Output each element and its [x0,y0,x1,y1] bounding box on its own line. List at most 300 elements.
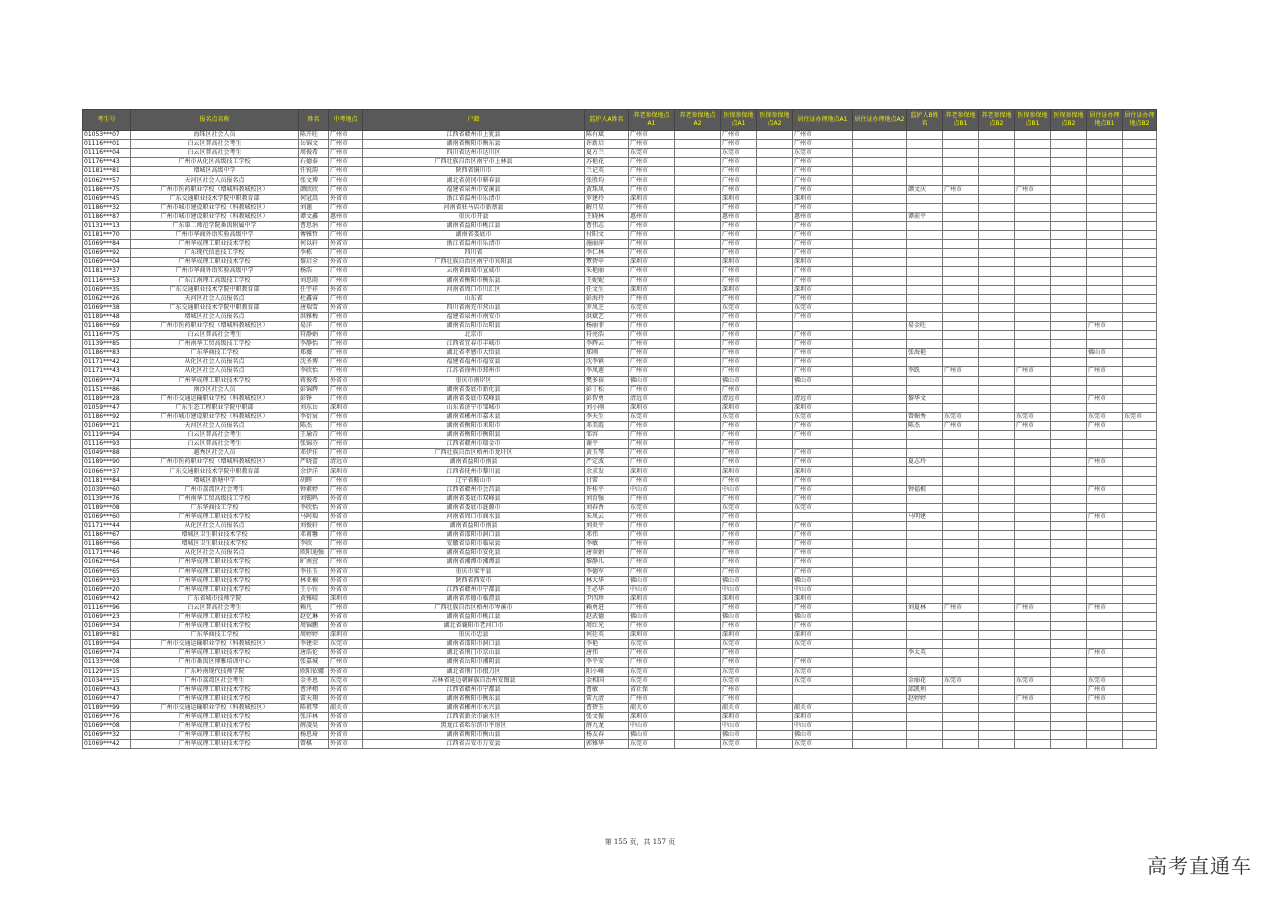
table-row [83,540,1157,549]
table-cell [675,694,721,703]
table-cell [979,140,1015,149]
table-cell [1123,149,1157,158]
table-cell: 01062***26 [83,294,131,303]
table-cell [1051,422,1087,431]
table-cell: 东莞市 [793,667,853,676]
table-cell [1015,549,1051,558]
table-cell: 邓伊佳 [299,449,329,458]
table-cell [1051,221,1087,230]
table-cell: 广州市 [793,476,853,485]
table-cell: 广州华成理工职业技术学校 [131,694,299,703]
table-cell [675,594,721,603]
table-cell [1015,467,1051,476]
table-cell [943,649,979,658]
table-cell: 01069***32 [83,731,131,740]
table-cell [757,467,793,476]
table-cell [1051,158,1087,167]
table-cell: 广州市 [329,167,363,176]
table-cell: 樊多裕 [585,376,629,385]
table-cell [907,203,943,212]
table-cell [1123,294,1157,303]
table-cell: 广州华成理工职业技术学校 [131,512,299,521]
table-cell: 中山市 [629,485,675,494]
table-cell: 清远市 [329,458,363,467]
table-cell [1123,240,1157,249]
table-cell: 广州市 [329,531,363,540]
table-cell [757,176,793,185]
table-cell [1051,531,1087,540]
table-cell: 林大华 [585,576,629,585]
table-cell: 01069***42 [83,594,131,603]
table-cell: 李静怡 [299,340,329,349]
table-cell [1087,176,1123,185]
table-cell [675,321,721,330]
table-cell [757,412,793,421]
table-row [83,467,1157,476]
table-cell: 湖南省娄底市涟源市 [363,503,585,512]
table-cell [1087,140,1123,149]
table-cell [943,167,979,176]
column-header: 医保参保地点B1 [1015,110,1051,131]
table-cell [907,331,943,340]
table-cell: 江西省赣州市宁都县 [363,685,585,694]
table-cell: 湖南省娄底市 [363,231,585,240]
table-cell [907,594,943,603]
table-cell: 阳小峰 [585,667,629,676]
column-header: 监护人A姓名 [585,110,629,131]
table-cell: 黑龙江省哈尔滨市平房区 [363,722,585,731]
table-cell [853,385,907,394]
table-cell [1015,240,1051,249]
table-cell: 01069***74 [83,376,131,385]
table-cell [1015,631,1051,640]
table-cell [1051,731,1087,740]
table-cell: 颜文庆 [907,185,943,194]
table-cell: 苏艳花 [585,158,629,167]
table-cell [979,685,1015,694]
table-cell: 广州市交通运输职业学校（科教城校区） [131,703,299,712]
table-cell [907,522,943,531]
table-cell [1123,476,1157,485]
table-cell: 曾媚秀 [907,412,943,421]
table-cell [943,385,979,394]
table-cell: 广州市 [793,340,853,349]
table-cell [757,740,793,749]
table-cell [1087,667,1123,676]
table-cell: 外省市 [329,713,363,722]
table-cell [853,331,907,340]
table-cell: 01069***45 [83,194,131,203]
table-cell: 广州市 [721,558,757,567]
table-cell [1051,385,1087,394]
table-cell: 广州市 [629,540,675,549]
table-cell: 东莞市 [1015,412,1051,421]
table-cell [979,331,1015,340]
table-cell [979,194,1015,203]
table-cell [1015,194,1051,203]
table-cell [675,612,721,621]
table-cell [675,512,721,521]
table-cell: 01139***85 [83,340,131,349]
table-cell: 陕西省铜川市 [363,167,585,176]
table-cell [1015,567,1051,576]
table-cell: 广州市 [1087,422,1123,431]
table-cell: 王晓林 [585,212,629,221]
table-cell: 广州市 [629,522,675,531]
table-cell [1015,231,1051,240]
table-row [83,331,1157,340]
table-cell [907,576,943,585]
table-cell: 邱凯利 [907,685,943,694]
table-cell [853,594,907,603]
table-cell: 广州市 [721,167,757,176]
table-cell: 张锦芬 [299,440,329,449]
table-cell: 周婷婷 [299,631,329,640]
table-cell: 白云区普高社会考生 [131,331,299,340]
table-cell: 01181***70 [83,231,131,240]
table-cell [853,412,907,421]
table-cell [1087,558,1123,567]
table-cell: 符静娟 [299,331,329,340]
table-cell [907,631,943,640]
table-cell [1051,658,1087,667]
table-cell: 广州市 [629,276,675,285]
table-cell [793,512,853,521]
table-cell [1087,376,1123,385]
table-cell [1123,576,1157,585]
table-cell: 广州市 [329,140,363,149]
table-cell [1123,385,1157,394]
table-cell [907,567,943,576]
table-cell: 01171***44 [83,522,131,531]
table-cell [1051,631,1087,640]
table-cell: 广州市 [721,240,757,249]
table-cell: 广州市 [793,185,853,194]
table-cell [1051,367,1087,376]
table-cell [853,467,907,476]
table-cell [943,131,979,140]
table-cell: 福建省泉州市安溪县 [363,185,585,194]
table-cell: 广州华成理工职业技术学校 [131,685,299,694]
table-row [83,267,1157,276]
table-cell: 湖南省岳阳市湘阴县 [363,658,585,667]
table-cell [979,258,1015,267]
table-cell [1051,622,1087,631]
table-cell: 01189***28 [83,394,131,403]
table-cell [1123,312,1157,321]
table-cell [1087,267,1123,276]
table-cell [757,294,793,303]
table-cell [853,240,907,249]
table-cell [1051,649,1087,658]
table-row [83,558,1157,567]
table-cell [943,340,979,349]
table-cell: 广州市 [329,349,363,358]
table-cell [907,703,943,712]
table-cell: 马明建 [907,512,943,521]
table-cell: 广州市 [329,149,363,158]
table-cell: 广州华成理工职业技术学校 [131,376,299,385]
table-cell: 邓伟 [585,531,629,540]
table-cell: 广州市 [629,203,675,212]
table-cell: 李德军 [585,567,629,576]
table-cell [757,167,793,176]
table-cell: 黄玉琴 [585,449,629,458]
table-row [83,585,1157,594]
table-cell: 曹泽栩 [299,685,329,694]
table-cell [853,376,907,385]
table-cell: 广州市 [721,349,757,358]
table-cell [757,485,793,494]
table-cell [675,458,721,467]
table-cell [1051,476,1087,485]
table-cell [979,549,1015,558]
table-cell [675,412,721,421]
table-row [83,722,1157,731]
table-cell: 01116***01 [83,140,131,149]
table-cell: 01059***47 [83,403,131,412]
table-cell [757,494,793,503]
table-cell [757,385,793,394]
table-cell: 杨丽菲 [585,321,629,330]
table-cell [675,367,721,376]
table-cell: 深圳市 [629,631,675,640]
table-cell: 王瑜青 [299,431,329,440]
column-header: 医保参保地点A2 [757,110,793,131]
table-cell: 李栋 [299,249,329,258]
table-cell [853,285,907,294]
table-cell [675,167,721,176]
table-cell: 广州市 [1087,321,1123,330]
table-cell: 邓美霞 [585,422,629,431]
table-cell [1123,203,1157,212]
table-cell [853,203,907,212]
table-row [83,276,1157,285]
table-cell [675,285,721,294]
table-cell: 颜欣欣 [299,185,329,194]
table-cell [675,158,721,167]
table-cell [1051,194,1087,203]
table-row [83,449,1157,458]
table-cell [1123,667,1157,676]
table-cell: 广州市 [721,385,757,394]
table-cell [757,140,793,149]
table-cell: 广州市 [629,249,675,258]
table-cell: 湖南省益阳市桃江县 [363,221,585,230]
column-header: 报名点名称 [131,110,299,131]
table-cell [943,640,979,649]
table-cell: 湖南省益阳市南县 [363,458,585,467]
table-cell [853,549,907,558]
table-cell: 01181***84 [83,476,131,485]
table-cell: 甘雷 [585,476,629,485]
table-cell [907,231,943,240]
table-cell [1051,567,1087,576]
table-cell: 重庆市南岸区 [363,376,585,385]
table-row [83,176,1157,185]
table-cell: 广州华成理工职业技术学校 [131,649,299,658]
table-cell [853,440,907,449]
table-cell: 广西壮族自治区梧州市龙圩区 [363,449,585,458]
table-cell: 广州市 [629,422,675,431]
table-cell [757,703,793,712]
table-cell [675,476,721,485]
table-cell: 朱艳丽 [585,267,629,276]
table-cell [1015,221,1051,230]
table-cell [757,694,793,703]
table-cell: 湖南省衡阳市衡山县 [363,731,585,740]
table-cell: 广州市 [1087,367,1123,376]
table-cell: 清远市 [793,394,853,403]
table-cell [757,440,793,449]
table-cell: 福建省泉州市南安市 [363,312,585,321]
table-cell [1087,503,1123,512]
table-cell: 广州市 [721,158,757,167]
table-cell: 湖南省益阳市桃江县 [363,612,585,621]
table-cell: 广州市 [721,321,757,330]
table-cell: 广州市 [629,294,675,303]
table-cell: 广东华商技工学校 [131,631,299,640]
table-cell [757,403,793,412]
table-cell: 01069***21 [83,422,131,431]
table-cell [757,303,793,312]
table-cell [907,585,943,594]
table-cell [757,285,793,294]
table-cell: 广州市交通运输职业学校（科教城校区） [131,640,299,649]
table-row [83,221,1157,230]
table-cell [1051,331,1087,340]
table-cell [853,603,907,612]
table-cell: 广州市 [329,312,363,321]
table-cell: 广州市 [721,312,757,321]
table-row [83,685,1157,694]
table-cell [853,358,907,367]
table-cell: 外省市 [329,503,363,512]
table-cell [1015,476,1051,485]
table-cell: 广州市 [329,340,363,349]
table-cell [675,549,721,558]
table-cell [853,367,907,376]
table-cell: 01069***38 [83,303,131,312]
table-cell [907,731,943,740]
table-row [83,731,1157,740]
table-cell: 湖南省衡阳市衡东县 [363,276,585,285]
table-cell: 外省市 [329,303,363,312]
table-cell: 01116***53 [83,276,131,285]
table-cell [1051,503,1087,512]
table-row [83,231,1157,240]
table-cell: 岳锦文 [299,140,329,149]
table-cell [1015,340,1051,349]
table-cell [793,385,853,394]
table-cell: 唐伟 [585,649,629,658]
table-cell [943,403,979,412]
table-cell: 周锦鹏 [299,622,329,631]
table-cell [1051,485,1087,494]
table-cell: 夏志玲 [907,458,943,467]
table-cell [943,703,979,712]
table-cell [1051,685,1087,694]
table-cell: 唐浩伦 [299,649,329,658]
table-cell: 广州市 [793,622,853,631]
table-cell [979,403,1015,412]
table-cell [1015,722,1051,731]
table-cell [1087,221,1123,230]
table-cell: 广州市 [721,649,757,658]
table-cell: 广州市 [329,549,363,558]
table-cell: 广州市 [721,294,757,303]
table-cell: 01049***88 [83,449,131,458]
table-cell [1123,258,1157,267]
table-cell [1051,676,1087,685]
table-cell: 01189***81 [83,631,131,640]
table-row [83,158,1157,167]
table-cell [1087,258,1123,267]
table-cell: 张洋林 [299,713,329,722]
table-cell [979,412,1015,421]
table-cell [907,713,943,722]
table-cell [853,649,907,658]
table-cell [1051,522,1087,531]
table-cell: 四川省南充市营山县 [363,303,585,312]
table-cell [1051,667,1087,676]
table-cell [757,503,793,512]
table-cell [757,731,793,740]
table-cell: 01139***76 [83,494,131,503]
table-cell: 广州市 [629,440,675,449]
table-cell [943,212,979,221]
table-cell: 广州市 [329,276,363,285]
table-cell [1123,531,1157,540]
table-cell: 广州市 [629,458,675,467]
table-cell: 东莞市 [721,303,757,312]
table-cell [853,740,907,749]
table-cell [1123,603,1157,612]
table-cell: 广州市 [793,494,853,503]
table-cell [675,440,721,449]
table-cell: 广州市 [629,494,675,503]
table-cell [1087,440,1123,449]
table-cell: 佛山市 [721,612,757,621]
table-cell [1015,640,1051,649]
table-cell: 胡晖 [299,476,329,485]
table-cell: 东莞市 [721,149,757,158]
table-row [83,258,1157,267]
table-cell: 李辉云 [585,340,629,349]
table-cell: 广州市 [721,367,757,376]
table-cell [675,221,721,230]
table-cell: 广州市 [793,431,853,440]
table-cell [907,449,943,458]
table-cell: 广州市 [721,185,757,194]
table-cell: 广州市医药职业学校（增城科教城校区） [131,185,299,194]
table-cell [943,522,979,531]
table-cell: 东莞市 [629,640,675,649]
table-cell: 01189***48 [83,312,131,321]
table-cell [853,676,907,685]
table-cell: 广州市 [721,276,757,285]
table-cell: 深圳市 [721,713,757,722]
table-cell: 广州市 [629,231,675,240]
table-cell [675,249,721,258]
table-cell [1051,176,1087,185]
table-cell: 重庆市忠县 [363,631,585,640]
table-cell [853,158,907,167]
table-cell: 广州市 [943,422,979,431]
table-cell [1123,458,1157,467]
table-cell [979,176,1015,185]
table-cell: 外省市 [329,622,363,631]
